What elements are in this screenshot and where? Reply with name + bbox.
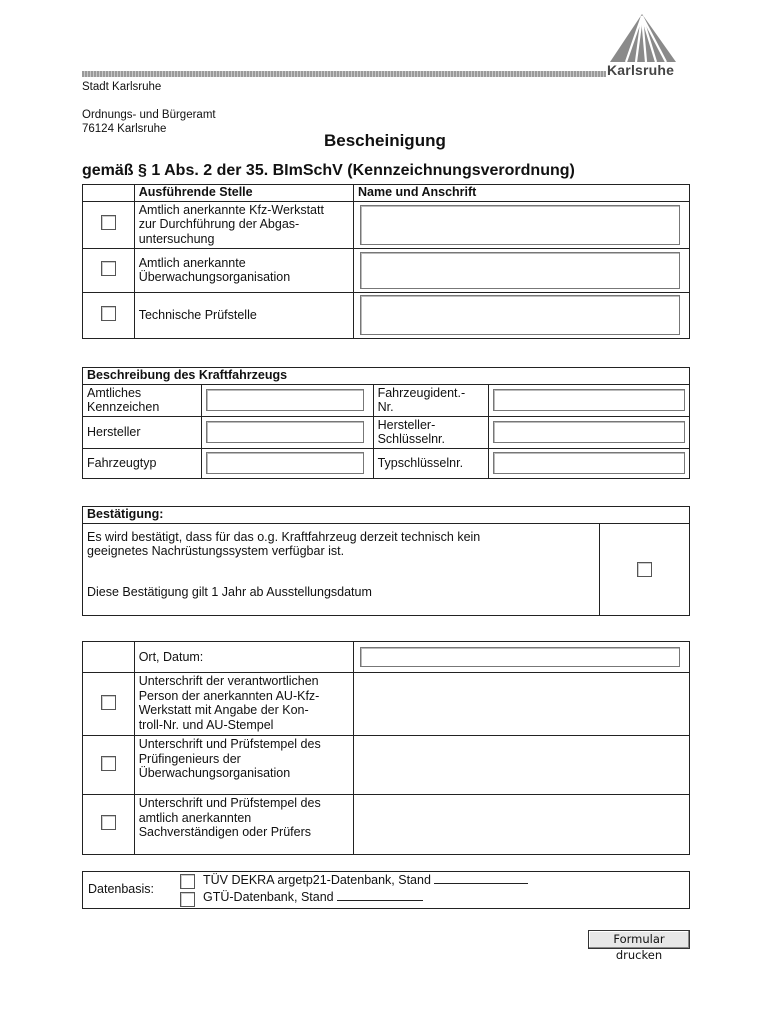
bestaetigung-header: Bestätigung: — [83, 507, 690, 524]
fahrzeugtyp-input[interactable] — [206, 452, 364, 474]
bestaetigung-table — [82, 506, 690, 616]
label-unterschrift-pruefingenieur: Unterschrift und Prüfstempel des Prüfingenieurs der Überwachungsorganisation — [134, 736, 353, 795]
stelle-table — [82, 184, 690, 339]
kennzeichen-input[interactable] — [206, 389, 364, 411]
fahrzeug-header: Beschreibung des Kraftfahrzeugs — [83, 368, 690, 385]
document-title: Bescheinigung — [324, 131, 446, 150]
signature-area-sachverstaendiger[interactable] — [354, 795, 690, 855]
checkbox-unterschrift-pruefingenieur[interactable] — [101, 756, 116, 771]
sender-office: Ordnungs- und Bürgeramt — [82, 109, 216, 121]
stand-line-1[interactable] — [434, 883, 528, 884]
checkbox-tuev-dekra[interactable] — [180, 874, 195, 889]
logo-text: Karlsruhe — [607, 62, 675, 78]
document-subtitle: gemäß § 1 Abs. 2 der 35. BImSchV (Kennzeichnungsverordnung) — [82, 162, 575, 179]
datenbasis-option-1: TÜV DEKRA argetp21-Datenbank, Stand — [203, 873, 528, 887]
checkbox-gtue[interactable] — [180, 892, 195, 907]
stelle-label-ueberwachung: Amtlich anerkannte Überwachungsorganisation — [134, 248, 353, 292]
sender-city: Stadt Karlsruhe — [82, 81, 162, 93]
label-fin: Fahrzeugident.- Nr. — [373, 384, 488, 416]
label-unterschrift-werkstatt: Unterschrift der verantwortlichen Person der anerkannten AU-Kfz- Werkstatt mit Angabe der Kon- troll-Nr. und AU-Stempel — [134, 673, 353, 736]
stelle-label-pruefstelle: Technische Prüfstelle — [134, 292, 353, 338]
checkbox-ueberwachungsorganisation[interactable] — [101, 261, 116, 276]
name-field-werkstatt[interactable] — [360, 205, 680, 245]
datenbasis-option-2: GTÜ-Datenbank, Stand — [203, 890, 423, 904]
label-tsn: Typschlüsselnr. — [373, 448, 488, 478]
signature-area-pruefingenieur[interactable] — [354, 736, 690, 795]
label-hsn: Hersteller- Schlüsselnr. — [373, 416, 488, 448]
sender-postal: 76124 Karlsruhe — [82, 123, 167, 135]
datenbasis-label: Datenbasis: — [88, 882, 155, 896]
ort-datum-input[interactable] — [360, 647, 680, 667]
unterschrift-table — [82, 641, 690, 855]
label-kennzeichen: Amtliches Kennzeichen — [83, 384, 202, 416]
stand-line-2[interactable] — [337, 900, 423, 901]
checkbox-kfz-werkstatt[interactable] — [101, 215, 116, 230]
checkbox-unterschrift-sachverstaendiger[interactable] — [101, 815, 116, 830]
name-field-pruefstelle[interactable] — [360, 295, 680, 335]
header-rule — [82, 71, 606, 77]
signature-area-werkstatt[interactable] — [354, 673, 690, 736]
checkbox-pruefstelle[interactable] — [101, 306, 116, 321]
bestaetigung-text: Es wird bestätigt, dass für das o.g. Kraftfahrzeug derzeit technisch kein geeignetes Nachrüstungssystem verfügbar ist. Diese Bestätigung gilt 1 Jahr ab Ausstellungsdatum — [83, 523, 600, 615]
label-fahrzeugtyp: Fahrzeugtyp — [83, 448, 202, 478]
hsn-input[interactable] — [493, 421, 685, 443]
hersteller-input[interactable] — [206, 421, 364, 443]
label-ort-datum: Ort, Datum: — [134, 642, 353, 673]
fahrzeug-table — [82, 367, 690, 479]
checkbox-bestaetigung[interactable] — [637, 562, 652, 577]
fin-input[interactable] — [493, 389, 685, 411]
print-form-button[interactable]: Formular drucken — [588, 930, 690, 949]
col-header-stelle: Ausführende Stelle — [134, 185, 353, 202]
stelle-label-werkstatt: Amtlich anerkannte Kfz-Werkstatt zur Durchführung der Abgas- untersuchung — [134, 201, 353, 248]
col-header-name: Name und Anschrift — [354, 185, 690, 202]
name-field-ueberwachung[interactable] — [360, 252, 680, 289]
tsn-input[interactable] — [493, 452, 685, 474]
label-hersteller: Hersteller — [83, 416, 202, 448]
label-unterschrift-sachverstaendiger: Unterschrift und Prüfstempel des amtlich anerkannten Sachverständigen oder Prüfers — [134, 795, 353, 855]
checkbox-unterschrift-werkstatt[interactable] — [101, 695, 116, 710]
